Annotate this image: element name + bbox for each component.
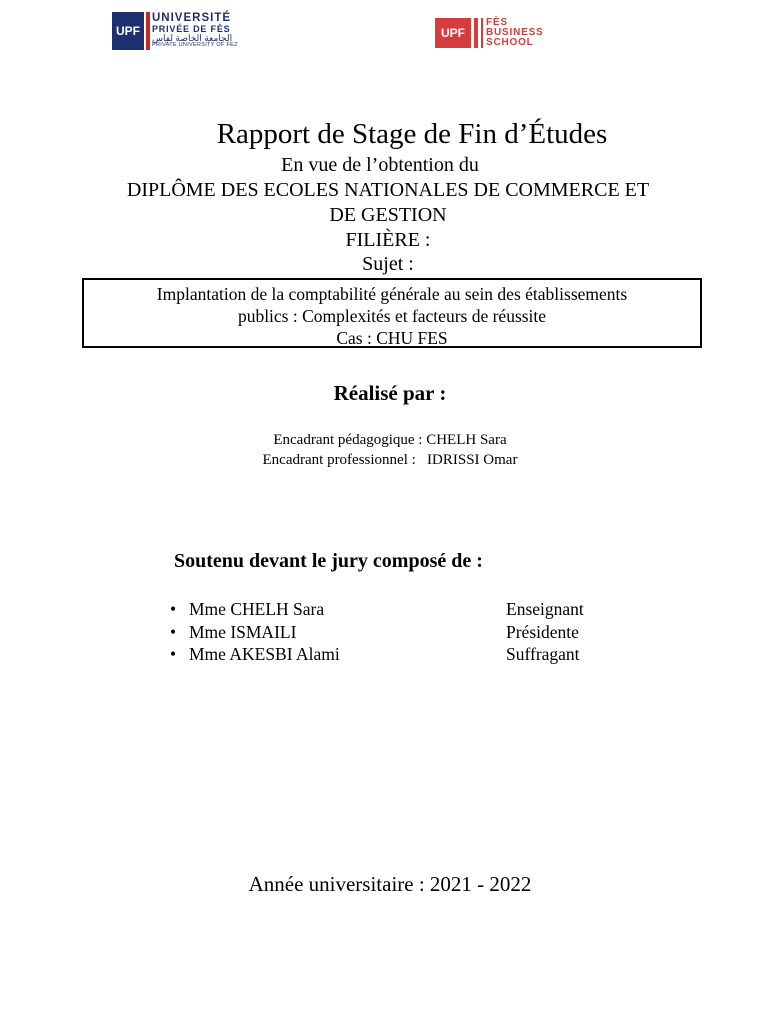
logo-separator (474, 18, 478, 48)
logo-university-text: UNIVERSITÉ (152, 12, 232, 24)
upf-badge: UPF (112, 12, 144, 50)
academic-year: Année universitaire : 2021 - 2022 (248, 872, 532, 896)
subtitle-line-3: DE GESTION (329, 204, 447, 226)
logo-school-text: SCHOOL (486, 37, 534, 48)
jury-member-role: Enseignant (506, 599, 584, 619)
jury-member-role: Suffragant (506, 644, 580, 664)
logo-english-text: PRIVATE UNIVERSITY OF FEZ (152, 42, 238, 48)
bullet-icon: • (170, 644, 177, 664)
jury-member (170, 622, 650, 645)
fes-business-school-logo (435, 18, 575, 48)
logo-separator-thin (481, 18, 483, 48)
logo-fes-text: FÈS (486, 17, 508, 28)
bullet-icon: • (170, 599, 177, 619)
sujet-label: Sujet : (362, 253, 414, 275)
jury-member-name: Mme ISMAILI (189, 621, 297, 642)
jury-list (170, 599, 650, 667)
jury-member-name: Mme CHELH Sara (189, 599, 325, 619)
encadrant-professionnel: Encadrant professionnel : IDRISSI Omar (262, 452, 518, 468)
jury-member (170, 644, 650, 667)
jury-member (170, 599, 650, 622)
subtitle-line-2: DIPLÔME DES ECOLES NATIONALES DE COMMERCE ET (126, 179, 650, 201)
jury-member-role: Présidente (506, 621, 579, 642)
subject-line-3: Cas : CHU FES (336, 328, 448, 348)
realise-par-heading: Réalisé par : (333, 381, 447, 405)
logo-business-text: BUSINESS (486, 27, 544, 38)
bullet-icon: • (170, 621, 177, 642)
subtitle-line-1: En vue de l’obtention du (281, 154, 479, 176)
subject-box (82, 278, 702, 348)
subject-line-2: publics : Complexités et facteurs de réussite (237, 306, 547, 326)
jury-heading: Soutenu devant le jury composé de : (174, 550, 483, 572)
upf-badge-right: UPF (435, 18, 471, 48)
jury-member-name: Mme AKESBI Alami (189, 644, 340, 664)
logo-private-fes-text: PRIVÉE DE FÈS (152, 24, 231, 34)
logo-stripe (146, 12, 150, 50)
encadrant-pedagogique: Encadrant pédagogique : CHELH Sara (273, 432, 507, 448)
upf-university-logo (112, 12, 252, 50)
logo-arabic-text: الجامعة الخاصة لفاس (152, 33, 233, 43)
subject-line-1: Implantation de la comptabilité générale au sein des établissements (156, 284, 628, 304)
filiere-label: FILIÈRE : (345, 229, 431, 251)
report-title: Rapport de Stage de Fin d’Études (216, 118, 608, 150)
